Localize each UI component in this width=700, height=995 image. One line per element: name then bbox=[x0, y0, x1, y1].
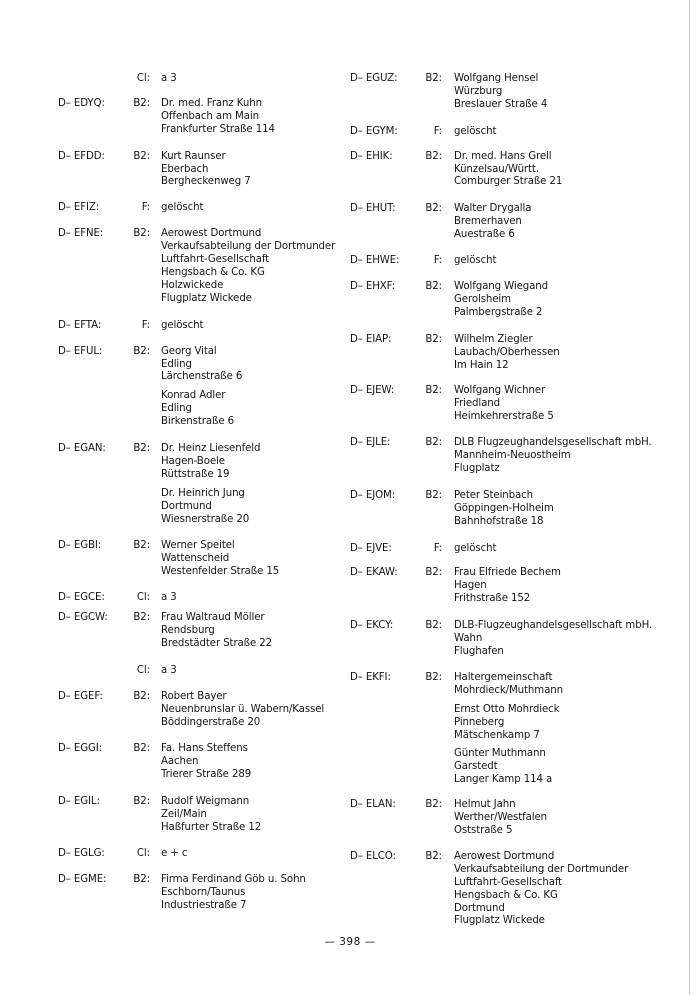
owner-details bbox=[58, 540, 348, 579]
category-code: F: bbox=[433, 125, 442, 137]
address-line: gelöscht bbox=[454, 542, 497, 554]
owner-block bbox=[161, 228, 348, 305]
address-line: Trierer Straße 289 bbox=[161, 769, 252, 781]
address-line: gelöscht bbox=[161, 202, 204, 214]
owner-block bbox=[454, 126, 685, 139]
category-code: B2: bbox=[425, 799, 442, 811]
address-line: Frankfurter Straße 114 bbox=[161, 123, 275, 135]
owner-details bbox=[350, 385, 685, 424]
owner-block bbox=[161, 874, 348, 913]
address-line: Werner Speitel bbox=[161, 540, 235, 552]
address-line: Günter Muthmann bbox=[454, 748, 546, 760]
owner-details bbox=[350, 490, 685, 529]
owner-block bbox=[161, 73, 348, 86]
address-line: gelöscht bbox=[454, 255, 497, 267]
owner-details bbox=[350, 126, 685, 139]
owner-details bbox=[350, 672, 685, 787]
page-edge-line bbox=[689, 0, 690, 995]
owner-block bbox=[454, 281, 685, 320]
address-line: Garstedt bbox=[454, 761, 498, 773]
register-entry bbox=[350, 851, 685, 928]
address-line: Wolfgang Hensel bbox=[454, 73, 539, 84]
address-line: Mohrdieck/Muthmann bbox=[454, 684, 563, 696]
category-code: B2: bbox=[425, 280, 442, 292]
category-code: B2: bbox=[425, 203, 442, 215]
owner-block bbox=[161, 443, 348, 482]
address-line: Heimkehrerstraße 5 bbox=[454, 411, 554, 423]
address-line: Gerolsheim bbox=[454, 293, 511, 305]
category-code: B2: bbox=[133, 612, 150, 624]
address-line: Frithstraße 152 bbox=[454, 593, 531, 605]
category-code: B2: bbox=[133, 873, 150, 885]
register-entry bbox=[350, 620, 685, 659]
registration-mark: D– EGBI: bbox=[58, 540, 102, 552]
register-entry bbox=[58, 743, 348, 782]
registration-mark: D– EGCW: bbox=[58, 612, 108, 624]
category-code: F: bbox=[433, 255, 442, 267]
category-code: B2: bbox=[425, 567, 442, 579]
register-entry bbox=[350, 73, 685, 112]
owner-block bbox=[161, 98, 348, 137]
owner-details bbox=[350, 255, 685, 268]
address-line: a 3 bbox=[161, 592, 177, 604]
register-entry bbox=[58, 98, 348, 137]
owner-details bbox=[350, 799, 685, 838]
register-entry bbox=[350, 281, 685, 320]
address-line: Kurt Raunser bbox=[161, 150, 226, 162]
owner-block bbox=[454, 851, 685, 928]
registration-mark: D– EJLE: bbox=[350, 437, 391, 449]
address-line: Edling bbox=[161, 403, 192, 415]
registration-mark: D– EFIZ: bbox=[58, 202, 100, 214]
address-line: Verkaufsabteilung der Dortmunder bbox=[454, 863, 629, 875]
register-entry bbox=[350, 151, 685, 190]
address-line: Offenbach am Main bbox=[161, 110, 259, 122]
address-line: Flugplatz Wickede bbox=[454, 915, 545, 927]
address-line: Künzelsau/Württ. bbox=[454, 163, 539, 175]
owner-block bbox=[161, 612, 348, 651]
owner-block bbox=[454, 620, 685, 659]
owner-block bbox=[161, 540, 348, 579]
owner-block bbox=[161, 848, 348, 861]
registration-mark: D– EGUZ: bbox=[350, 73, 398, 84]
category-code: B2: bbox=[425, 385, 442, 397]
register-entry bbox=[350, 543, 685, 556]
registration-mark: D– EGEF: bbox=[58, 690, 103, 702]
address-line: Dr. med. Hans Grell bbox=[454, 150, 552, 162]
registration-mark: D– ELAN: bbox=[350, 799, 396, 811]
registration-mark: D– EFUL: bbox=[58, 345, 103, 357]
address-line: Aerowest Dortmund bbox=[454, 850, 555, 862]
address-line: Fa. Hans Steffens bbox=[161, 743, 248, 755]
registration-mark: D– EIAP: bbox=[350, 333, 392, 345]
owner-block bbox=[161, 390, 348, 429]
owner-details bbox=[350, 437, 685, 476]
registration-mark: D– EGYM: bbox=[350, 125, 398, 137]
owner-block bbox=[454, 334, 685, 373]
address-line: Zeil/Main bbox=[161, 809, 207, 821]
owner-block bbox=[454, 704, 685, 743]
register-entry bbox=[350, 672, 685, 787]
owner-block bbox=[454, 490, 685, 529]
owner-block bbox=[161, 151, 348, 190]
owner-block bbox=[161, 488, 348, 527]
address-line: Flugplatz bbox=[454, 462, 500, 474]
category-code: B2: bbox=[425, 850, 442, 862]
owner-block bbox=[454, 543, 685, 556]
owner-details bbox=[350, 567, 685, 606]
owner-block bbox=[454, 73, 685, 112]
address-line: Ernst Otto Mohrdieck bbox=[454, 703, 560, 715]
category-code: B2: bbox=[133, 97, 150, 109]
registration-mark: D– EGME: bbox=[58, 873, 107, 885]
address-line: Laubach/Oberhessen bbox=[454, 346, 560, 358]
address-line: Hagen-Boele bbox=[161, 455, 225, 467]
category-code: B2: bbox=[133, 743, 150, 755]
owner-block bbox=[454, 799, 685, 838]
address-line: Wiesnerstraße 20 bbox=[161, 513, 250, 525]
address-line: Dr. med. Franz Kuhn bbox=[161, 97, 262, 109]
registration-mark: D– EHWE: bbox=[350, 255, 400, 267]
owner-details bbox=[58, 796, 348, 835]
owner-details bbox=[58, 73, 348, 86]
register-entry bbox=[58, 228, 348, 305]
owner-details bbox=[350, 203, 685, 242]
owner-block bbox=[161, 320, 348, 333]
address-line: Lärchenstraße 6 bbox=[161, 371, 243, 383]
address-line: Flugplatz Wickede bbox=[161, 292, 252, 304]
address-line: Bahnhofstraße 18 bbox=[454, 515, 544, 527]
address-line: Rüttstraße 19 bbox=[161, 468, 230, 480]
category-code: Cl: bbox=[136, 664, 150, 676]
registration-mark: D– EFDD: bbox=[58, 150, 105, 162]
address-line: Wolfgang Wichner bbox=[454, 385, 546, 397]
address-line: Dr. Heinrich Jung bbox=[161, 487, 245, 499]
address-line: Mannheim-Neuostheim bbox=[454, 450, 571, 462]
registration-mark: D– EGAN: bbox=[58, 443, 106, 455]
address-line: Dortmund bbox=[161, 500, 212, 512]
address-line: gelöscht bbox=[454, 125, 497, 137]
category-code: F: bbox=[141, 319, 150, 331]
address-line: Breslauer Straße 4 bbox=[454, 98, 548, 110]
owner-block bbox=[161, 691, 348, 730]
address-line: Frau Waltraud Möller bbox=[161, 612, 265, 624]
category-code: B2: bbox=[425, 150, 442, 162]
address-line: Pinneberg bbox=[454, 716, 505, 728]
register-entry bbox=[58, 665, 348, 678]
address-line: Neuenbrunslar ü. Wabern/Kassel bbox=[161, 703, 325, 715]
owner-details bbox=[350, 620, 685, 659]
register-entry bbox=[58, 443, 348, 526]
address-line: Frau Elfriede Bechem bbox=[454, 567, 561, 579]
register-entry bbox=[350, 255, 685, 268]
address-line: Hengsbach & Co. KG bbox=[161, 266, 265, 278]
owner-details bbox=[58, 202, 348, 215]
registration-mark: D– EGCE: bbox=[58, 592, 105, 604]
register-entry bbox=[58, 592, 348, 605]
owner-block bbox=[454, 203, 685, 242]
category-code: F: bbox=[141, 202, 150, 214]
category-code: B2: bbox=[133, 796, 150, 808]
register-entry bbox=[350, 567, 685, 606]
register-entry bbox=[58, 691, 348, 730]
owner-details bbox=[350, 851, 685, 928]
address-line: Bergheckenweg 7 bbox=[161, 176, 251, 188]
registration-mark: D– EFNE: bbox=[58, 228, 104, 240]
register-entry bbox=[350, 334, 685, 373]
category-code: Cl: bbox=[136, 592, 150, 604]
register-entry bbox=[58, 874, 348, 913]
owner-block bbox=[454, 151, 685, 190]
address-line: Dr. Heinz Liesenfeld bbox=[161, 443, 261, 455]
owner-block bbox=[454, 385, 685, 424]
register-entry bbox=[58, 320, 348, 333]
register-entry bbox=[58, 848, 348, 861]
address-line: Wilhelm Ziegler bbox=[454, 333, 533, 345]
owner-block bbox=[161, 346, 348, 385]
category-code: B2: bbox=[133, 345, 150, 357]
address-line: Konrad Adler bbox=[161, 390, 226, 402]
register-entry bbox=[350, 437, 685, 476]
address-line: Helmut Jahn bbox=[454, 799, 516, 811]
register-entry bbox=[350, 385, 685, 424]
owner-details bbox=[58, 665, 348, 678]
owner-block bbox=[454, 672, 685, 698]
owner-block bbox=[161, 796, 348, 835]
address-line: Werther/Westfalen bbox=[454, 812, 548, 824]
left-column bbox=[58, 73, 348, 913]
address-line: Aachen bbox=[161, 756, 199, 768]
registration-mark: D– EJOM: bbox=[350, 489, 396, 501]
register-entry bbox=[350, 490, 685, 529]
address-line: Haßfurter Straße 12 bbox=[161, 821, 262, 833]
category-code: Cl: bbox=[136, 847, 150, 859]
category-code: B2: bbox=[425, 489, 442, 501]
address-line: DLB Flugzeughandelsgesellschaft mbH. bbox=[454, 437, 652, 449]
address-line: Georg Vital bbox=[161, 345, 217, 357]
address-line: DLB-Flugzeughandelsgesellschaft mbH. bbox=[454, 620, 653, 632]
registration-mark: D– EGGI: bbox=[58, 743, 103, 755]
address-line: Friedland bbox=[454, 398, 500, 410]
owner-block bbox=[454, 567, 685, 606]
address-line: Holzwickede bbox=[161, 279, 224, 291]
register-entry bbox=[58, 151, 348, 190]
owner-details bbox=[350, 151, 685, 190]
owner-block bbox=[454, 255, 685, 268]
address-line: Eberbach bbox=[161, 163, 209, 175]
address-line: Palmbergstraße 2 bbox=[454, 306, 543, 318]
register-entry bbox=[58, 346, 348, 429]
address-line: Bredstädter Straße 22 bbox=[161, 637, 273, 649]
register-entry bbox=[350, 126, 685, 139]
address-line: Firma Ferdinand Göb u. Sohn bbox=[161, 873, 306, 885]
address-line: Wattenscheid bbox=[161, 553, 230, 565]
right-column bbox=[350, 73, 685, 928]
address-line: Flughafen bbox=[454, 646, 504, 657]
address-line: a 3 bbox=[161, 664, 177, 676]
category-code: B2: bbox=[425, 620, 442, 632]
category-code: F: bbox=[433, 542, 442, 554]
address-line: Oststraße 5 bbox=[454, 824, 513, 836]
owner-details bbox=[58, 320, 348, 333]
address-line: Verkaufsabteilung der Dortmunder bbox=[161, 241, 336, 253]
registration-mark: D– EGIL: bbox=[58, 796, 100, 808]
address-line: a 3 bbox=[161, 73, 177, 84]
address-line: Mätschenkamp 7 bbox=[454, 729, 540, 741]
address-line: Robert Bayer bbox=[161, 690, 227, 702]
registration-mark: D– EHUT: bbox=[350, 203, 396, 215]
address-line: Wahn bbox=[454, 633, 483, 645]
address-line: Aerowest Dortmund bbox=[161, 228, 262, 240]
registration-mark: D– EFTA: bbox=[58, 319, 102, 331]
owner-block bbox=[454, 748, 685, 787]
category-code: B2: bbox=[133, 540, 150, 552]
address-line: Comburger Straße 21 bbox=[454, 176, 563, 188]
owner-block bbox=[454, 437, 685, 476]
address-line: Peter Steinbach bbox=[454, 489, 534, 501]
address-line: Wolfgang Wiegand bbox=[454, 280, 548, 292]
address-line: Bremerhaven bbox=[454, 216, 522, 228]
register-entry bbox=[58, 202, 348, 215]
owner-block bbox=[161, 743, 348, 782]
address-line: Birkenstraße 6 bbox=[161, 416, 235, 428]
registration-mark: D– EDYQ: bbox=[58, 97, 105, 109]
owner-details bbox=[350, 281, 685, 320]
address-line: Luftfahrt-Gesellschaft bbox=[454, 876, 563, 888]
address-line: Hengsbach & Co. KG bbox=[454, 889, 558, 901]
owner-details bbox=[350, 334, 685, 373]
owner-block bbox=[161, 592, 348, 605]
register-entry bbox=[58, 612, 348, 651]
owner-details bbox=[350, 73, 685, 112]
registration-mark: D– EKCY: bbox=[350, 620, 394, 632]
address-line: gelöscht bbox=[161, 319, 204, 331]
address-line: Rendsburg bbox=[161, 625, 215, 636]
registration-mark: D– ELCO: bbox=[350, 850, 396, 862]
category-code: Cl: bbox=[136, 73, 150, 84]
address-line: Industriestraße 7 bbox=[161, 899, 247, 911]
address-line: Auestraße 6 bbox=[454, 229, 515, 241]
registration-mark: D– EKFI: bbox=[350, 671, 391, 683]
page-number: — 398 — bbox=[324, 936, 376, 948]
address-line: Walter Drygalla bbox=[454, 203, 532, 215]
registration-mark: D– EHXF: bbox=[350, 280, 395, 292]
address-line: Dortmund bbox=[454, 902, 505, 914]
address-line: Westenfelder Straße 15 bbox=[161, 566, 280, 578]
category-code: B2: bbox=[425, 73, 442, 84]
category-code: B2: bbox=[133, 228, 150, 240]
address-line: Würzburg bbox=[454, 85, 503, 97]
address-line: Hagen bbox=[454, 580, 487, 592]
register-entry bbox=[58, 796, 348, 835]
address-line: e + c bbox=[161, 847, 188, 859]
address-line: Haltergemeinschaft bbox=[454, 671, 553, 683]
registration-mark: D– EGLG: bbox=[58, 847, 105, 859]
address-line: Langer Kamp 114 a bbox=[454, 774, 553, 786]
register-entry bbox=[58, 73, 348, 86]
category-code: B2: bbox=[425, 333, 442, 345]
registration-mark: D– EHIK: bbox=[350, 150, 393, 162]
registration-mark: D– EJEW: bbox=[350, 385, 395, 397]
category-code: B2: bbox=[425, 437, 442, 449]
category-code: B2: bbox=[425, 671, 442, 683]
registration-mark: D– EJVE: bbox=[350, 542, 392, 554]
registration-mark: D– EKAW: bbox=[350, 567, 398, 579]
category-code: B2: bbox=[133, 443, 150, 455]
address-line: Edling bbox=[161, 358, 192, 370]
register-entry bbox=[350, 203, 685, 242]
register-entry bbox=[58, 540, 348, 579]
address-line: Eschborn/Taunus bbox=[161, 886, 246, 898]
address-line: Luftfahrt-Gesellschaft bbox=[161, 254, 270, 266]
register-entry bbox=[350, 799, 685, 838]
address-line: Böddingerstraße 20 bbox=[161, 716, 261, 728]
address-line: Göppingen-Holheim bbox=[454, 502, 554, 514]
category-code: B2: bbox=[133, 150, 150, 162]
address-line: Im Hain 12 bbox=[454, 359, 509, 371]
address-line: Rudolf Weigmann bbox=[161, 796, 250, 808]
owner-block bbox=[161, 202, 348, 215]
owner-details bbox=[350, 543, 685, 556]
category-code: B2: bbox=[133, 690, 150, 702]
owner-block bbox=[161, 665, 348, 678]
